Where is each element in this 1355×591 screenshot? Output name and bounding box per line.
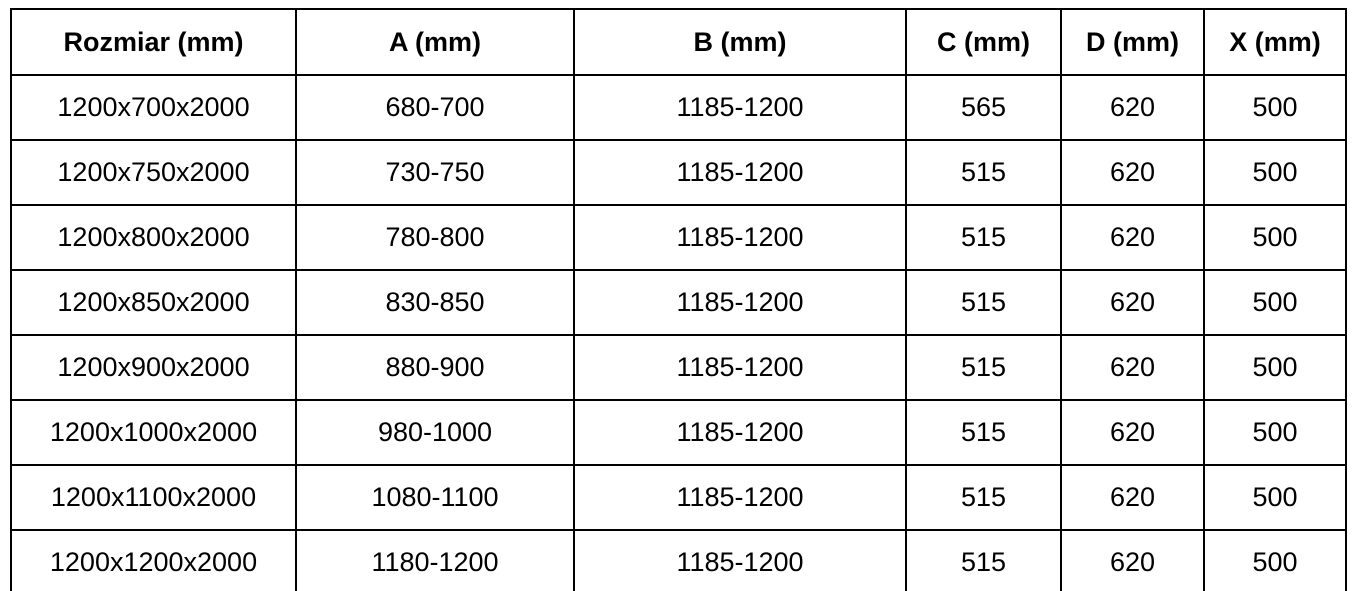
table-cell: 620: [1061, 140, 1204, 205]
table-cell: 680-700: [296, 75, 574, 140]
table-cell: 730-750: [296, 140, 574, 205]
table-cell: 500: [1204, 205, 1346, 270]
table-cell: 620: [1061, 205, 1204, 270]
table-cell: 1185-1200: [574, 205, 906, 270]
table-cell: 620: [1061, 400, 1204, 465]
table-cell: 500: [1204, 530, 1346, 591]
column-header-a: A (mm): [296, 9, 574, 75]
table-cell: 1200x700x2000: [11, 75, 296, 140]
column-header-rozmiar: Rozmiar (mm): [11, 9, 296, 75]
table-cell: 1185-1200: [574, 400, 906, 465]
table-cell: 1185-1200: [574, 335, 906, 400]
table-cell: 620: [1061, 465, 1204, 530]
table-cell: 1200x1200x2000: [11, 530, 296, 591]
table-cell: 1180-1200: [296, 530, 574, 591]
size-spec-table: [10, 8, 1347, 591]
table-cell: 830-850: [296, 270, 574, 335]
table-cell: 515: [906, 530, 1061, 591]
table-cell: 515: [906, 270, 1061, 335]
table-cell: 620: [1061, 335, 1204, 400]
table-cell: 500: [1204, 270, 1346, 335]
table-row: [11, 140, 1346, 205]
column-header-x: X (mm): [1204, 9, 1346, 75]
table-cell: 1185-1200: [574, 270, 906, 335]
table-cell: 500: [1204, 75, 1346, 140]
table-cell: 515: [906, 335, 1061, 400]
table-cell: 500: [1204, 335, 1346, 400]
column-header-c: C (mm): [906, 9, 1061, 75]
table-row: [11, 400, 1346, 465]
table-cell: 620: [1061, 75, 1204, 140]
column-header-b: B (mm): [574, 9, 906, 75]
table-cell: 515: [906, 205, 1061, 270]
table-cell: 1200x800x2000: [11, 205, 296, 270]
table-cell: 515: [906, 400, 1061, 465]
table-cell: 565: [906, 75, 1061, 140]
table-cell: 1185-1200: [574, 140, 906, 205]
table-cell: 780-800: [296, 205, 574, 270]
table-cell: 1200x1100x2000: [11, 465, 296, 530]
table-cell: 500: [1204, 140, 1346, 205]
table-cell: 1080-1100: [296, 465, 574, 530]
table-row: [11, 530, 1346, 591]
header-row: [11, 9, 1346, 75]
table-cell: 515: [906, 465, 1061, 530]
table-cell: 980-1000: [296, 400, 574, 465]
table-cell: 620: [1061, 530, 1204, 591]
table-row: [11, 75, 1346, 140]
table-cell: 1200x900x2000: [11, 335, 296, 400]
table-row: [11, 335, 1346, 400]
table-cell: 500: [1204, 465, 1346, 530]
table-cell: 1200x750x2000: [11, 140, 296, 205]
table-cell: 620: [1061, 270, 1204, 335]
table-cell: 1185-1200: [574, 75, 906, 140]
table-cell: 500: [1204, 400, 1346, 465]
table-cell: 1200x1000x2000: [11, 400, 296, 465]
table-cell: 1185-1200: [574, 465, 906, 530]
table-row: [11, 205, 1346, 270]
table-cell: 880-900: [296, 335, 574, 400]
table-cell: 515: [906, 140, 1061, 205]
table-row: [11, 270, 1346, 335]
column-header-d: D (mm): [1061, 9, 1204, 75]
table-cell: 1185-1200: [574, 530, 906, 591]
table-row: [11, 465, 1346, 530]
table-cell: 1200x850x2000: [11, 270, 296, 335]
